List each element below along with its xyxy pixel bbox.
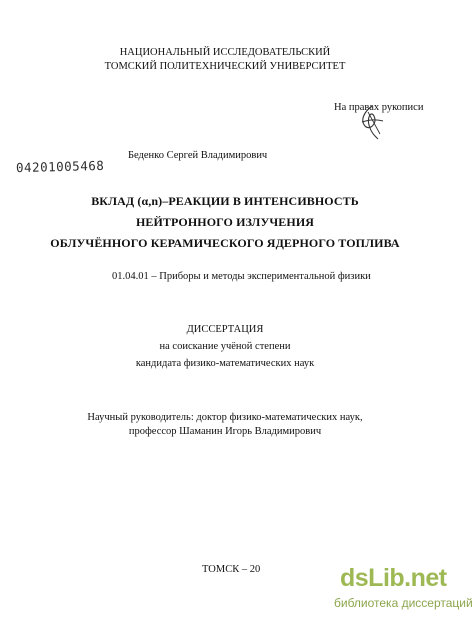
institution-line-2: ТОМСКИЙ ПОЛИТЕХНИЧЕСКИЙ УНИВЕРСИТЕТ bbox=[104, 61, 346, 72]
thesis-heading: ДИССЕРТАЦИЯ bbox=[186, 324, 264, 335]
registration-number: 04201005468 bbox=[15, 157, 105, 176]
supervisor-line-2: профессор Шаманин Игорь Владимирович bbox=[128, 426, 322, 437]
watermark-logo bbox=[334, 564, 473, 616]
thesis-degree-line-1: на соискание учёной степени bbox=[159, 341, 291, 352]
supervisor-line-1: Научный руководитель: доктор физико-математических наук, bbox=[87, 412, 363, 423]
rights-note: На правах рукописи bbox=[334, 102, 424, 113]
title-line-1: ВКЛАД (α,n)–РЕАКЦИИ В ИНТЕНСИВНОСТЬ bbox=[91, 194, 359, 208]
watermark-subtitle: библиотека диссертаций bbox=[334, 596, 473, 610]
signature-icon bbox=[356, 104, 386, 140]
title-line-2: НЕЙТРОННОГО ИЗЛУЧЕНИЯ bbox=[135, 215, 315, 229]
institution-line-1: НАЦИОНАЛЬНЫЙ ИССЛЕДОВАТЕЛЬСКИЙ bbox=[119, 47, 331, 58]
specialty: 01.04.01 – Приборы и методы экспериментальной физики bbox=[112, 271, 371, 282]
watermark-logo-text: dsLib.net bbox=[340, 564, 447, 592]
thesis-degree-line-2: кандидата физико-математических наук bbox=[135, 358, 315, 369]
author-name: Беденко Сергей Владимирович bbox=[128, 150, 268, 161]
title-line-3: ОБЛУЧЁННОГО КЕРАМИЧЕСКОГО ЯДЕРНОГО ТОПЛИВА bbox=[50, 236, 400, 250]
place-year: ТОМСК – 20 bbox=[202, 564, 261, 575]
